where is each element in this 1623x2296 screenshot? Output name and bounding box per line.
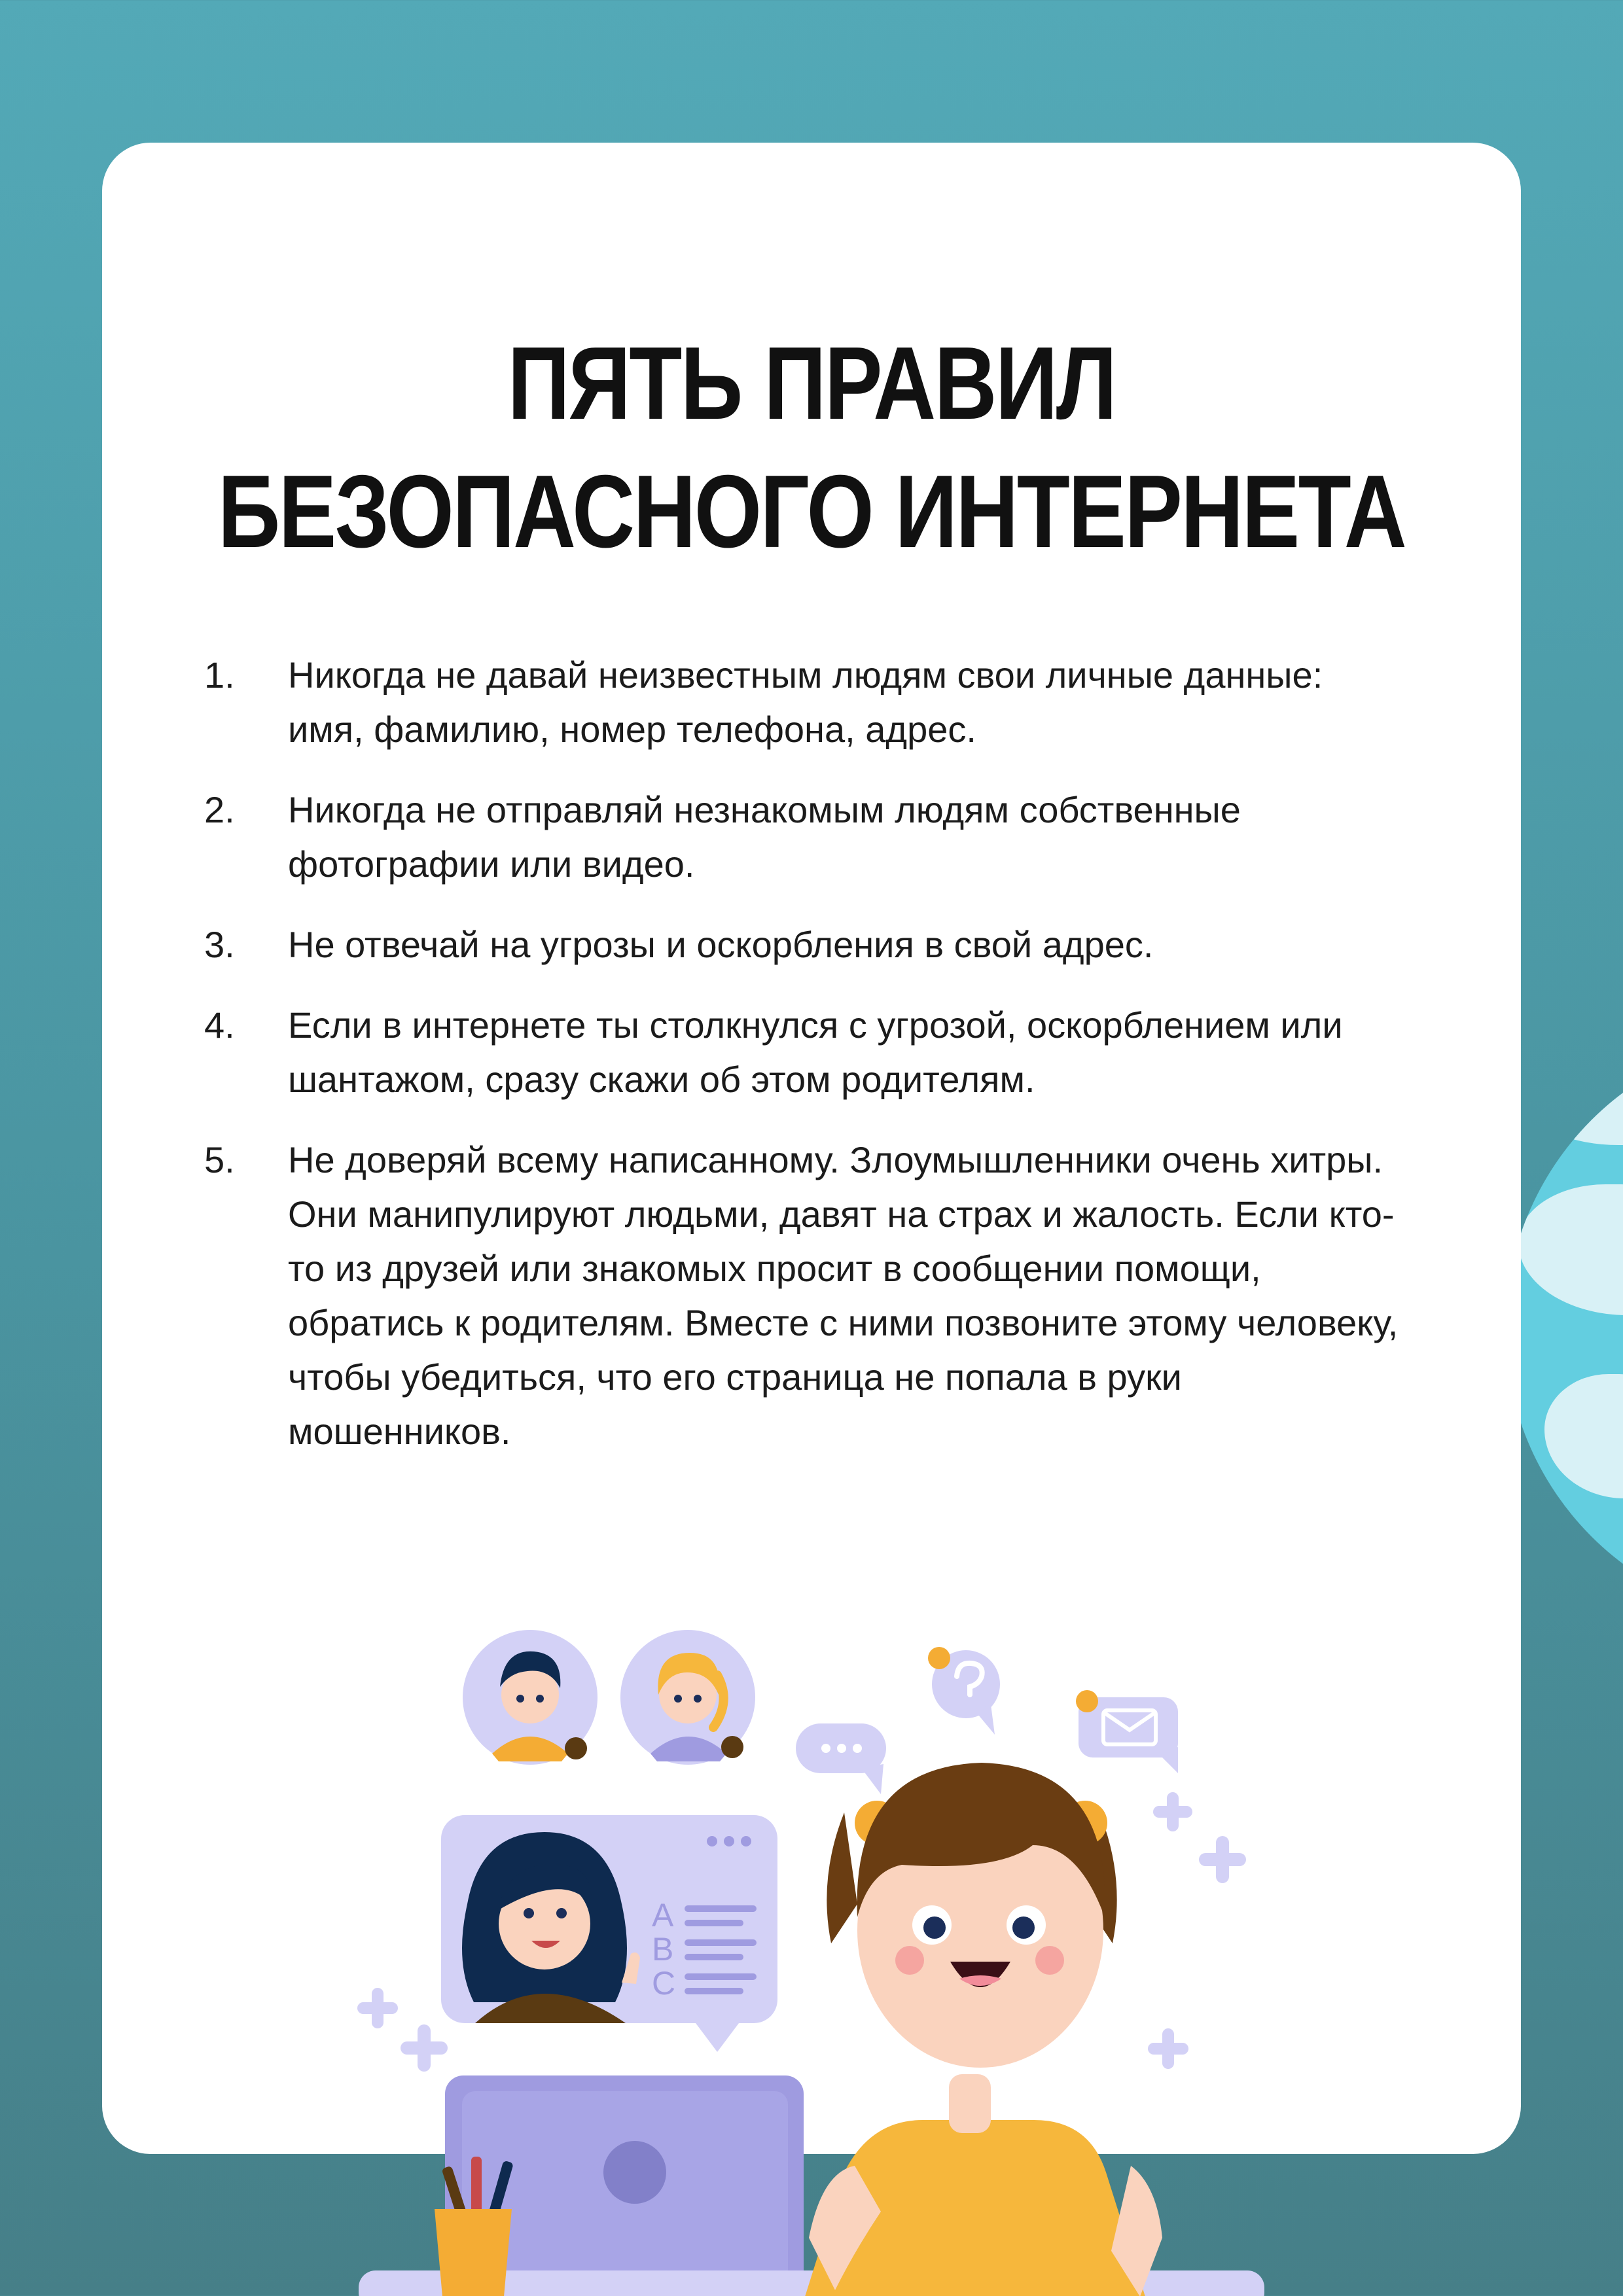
rule-text: Не доверяй всему написанному. Злоумышленники очень хитры. Они манипулируют людьми, давят на страх и жалость. Если кто-то из друзей или знакомых просит в сообщении помощи, обратись к родителям. Вместе с ними позвоните этому человеку, чтобы убедиться, что его страница не попала в руки мошенников. bbox=[288, 1139, 1399, 1452]
rule-text: Никогда не отправляй незнакомым людям собственные фотографии или видео. bbox=[288, 789, 1241, 885]
rule-number: 5. bbox=[204, 1139, 235, 1180]
rule-number: 4. bbox=[204, 1004, 235, 1046]
rule-number: 2. bbox=[204, 789, 235, 830]
question-bubble-icon bbox=[928, 1647, 1000, 1735]
envelope-icon bbox=[1076, 1690, 1178, 1773]
title-line-1: ПЯТЬ ПРАВИЛ bbox=[507, 326, 1116, 441]
rule-number: 1. bbox=[204, 654, 235, 696]
girl-character bbox=[805, 1763, 1162, 2296]
letter-a: A bbox=[652, 1897, 674, 1934]
video-call-panel bbox=[441, 1815, 777, 2052]
letter-c: C bbox=[652, 1965, 676, 2002]
rule-text: Никогда не давай неизвестным людям свои личные данные: имя, фамилию, номер телефона, адрес. bbox=[288, 654, 1323, 750]
rule-number: 3. bbox=[204, 924, 235, 965]
letter-b: B bbox=[652, 1931, 674, 1968]
girl-avatar bbox=[620, 1630, 755, 1765]
rule-text: Не отвечай на угрозы и оскорбления в свой адрес. bbox=[288, 924, 1154, 965]
title-line-2: БЕЗОПАСНОГО ИНТЕРНЕТА bbox=[217, 454, 1406, 569]
chat-bubble-icon bbox=[796, 1723, 886, 1794]
boy-avatar bbox=[463, 1630, 597, 1765]
rule-text: Если в интернете ты столкнулся с угрозой, оскорблением или шантажом, сразу скажи об этом родителям. bbox=[288, 1004, 1343, 1100]
pencil-cup bbox=[435, 2157, 514, 2296]
